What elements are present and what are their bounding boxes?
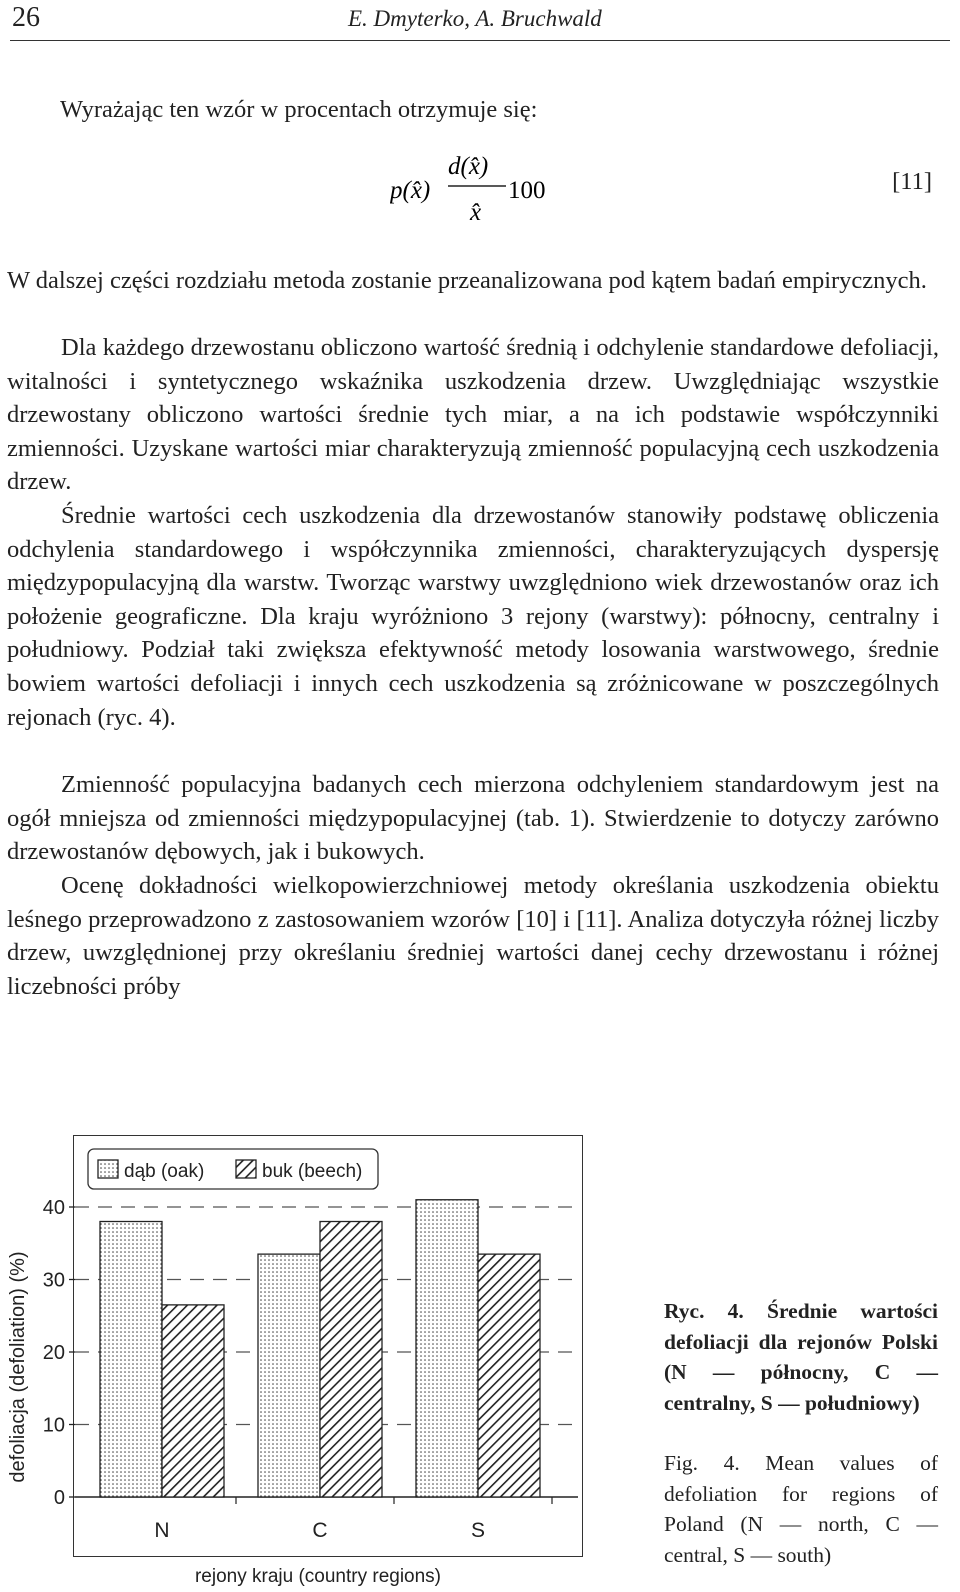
- formula-denominator: x̂: [470, 199, 482, 226]
- formula-11: [390, 148, 590, 230]
- formula-numerator: d(x̂): [448, 153, 489, 180]
- bar-oak-C: [258, 1254, 320, 1497]
- formula-intro: Wyrażając ten wzór w procentach otrzymuje się:: [60, 96, 538, 123]
- y-tick-label: 0: [53, 1487, 65, 1509]
- page-header: [10, 0, 950, 41]
- bar-beech-C: [320, 1222, 382, 1498]
- y-tick-label: 30: [42, 1269, 65, 1292]
- formula-factor: 100: [508, 177, 546, 204]
- bar-beech-N: [162, 1305, 224, 1497]
- category-label-N: N: [154, 1519, 170, 1542]
- paragraph-3: Średnie wartości cech uszkodzenia dla drzewostanów stanowiły podstawę obliczenia odchylenia standardowego i współczynnika zmienności, charakteryzujących dyspersję międzypopulacyjną dla warstw. Tworząc warstwy uwzględniono wiek drzewostanów oraz ich położenie geograficzne. Dla kraju wyróżniono 3 rejony (warstwy): północny, centralny i południowy. Podział taki zwiększa efektywność metody losowania warstwowego, średnie bowiem wartości defoliacji i innych cech uszkodzenia są zróżnicowane w poszczególnych rejonach (ryc. 4).: [7, 502, 939, 731]
- equation-number: [11]: [892, 168, 932, 195]
- y-tick-label: 10: [42, 1414, 65, 1437]
- y-tick-label: 20: [42, 1342, 65, 1364]
- y-axis-label: defoliacja (defoliation) (%): [7, 1251, 29, 1483]
- figure-caption-pl: Ryc. 4. Średnie wartości defoliacji dla rejonów Polski (N — północny, C — centralny, S — południowy): [664, 1299, 938, 1415]
- bar-beech-S: [478, 1254, 540, 1497]
- bar-oak-S: [416, 1200, 478, 1497]
- bar-oak-N: [100, 1222, 162, 1498]
- y-tick-label: 40: [42, 1197, 65, 1219]
- paragraph-2: Dla każdego drzewostanu obliczono wartość średnią i odchylenie standardowe defoliacji, witalności i syntetycznego wskaźnika uszkodzenia drzew. Uwzględniając wszystkie drzewostany obliczono wartości średnie tych miar, a na ich podstawie współczynniki zmienności. Uzyskane wartości miar charakteryzują zmienność populacyjną cech uszkodzenia drzew.: [7, 334, 939, 496]
- category-label-C: C: [312, 1519, 328, 1542]
- defoliation-bar-chart: [0, 1135, 600, 1592]
- formula-lhs: p(x̂): [390, 177, 431, 204]
- legend-label-beech: buk (beech): [262, 1161, 363, 1182]
- paragraph-5: Ocenę dokładności wielkopowierzchniowej metody określania uszkodzenia obiektu leśnego przeprowadzono z zastosowaniem wzorów [10] i [11]. Analiza dotyczyła różnej liczby drzew, uwzględnionej przy określaniu średniej wartości danej cechy drzewostanu i różnej liczebności próby: [7, 872, 939, 1000]
- page-number: 26: [12, 2, 40, 33]
- paragraph-1: W dalszej części rozdziału metoda zostanie przeanalizowana pod kątem badań empirycznych.: [7, 267, 927, 294]
- legend-swatch-oak: [98, 1160, 118, 1178]
- figure-caption-en: Fig. 4. Mean values of defoliation for regions of Poland (N — north, C — central, S — south): [664, 1451, 938, 1567]
- legend-label-oak: dąb (oak): [124, 1161, 205, 1182]
- legend-swatch-beech: [236, 1160, 256, 1178]
- legend: [88, 1149, 378, 1189]
- paragraph-4: Zmienność populacyjna badanych cech mierzona odchyleniem standardowym jest na ogół mniejsza od zmienności międzypopulacyjnej (tab. 1). Stwierdzenie to dotyczy zarówno drzewostanów dębowych, jak i bukowych.: [7, 771, 939, 866]
- category-label-S: S: [470, 1519, 486, 1542]
- running-head: E. Dmyterko, A. Bruchwald: [348, 6, 602, 31]
- x-axis-label: rejony kraju (country regions): [194, 1566, 442, 1587]
